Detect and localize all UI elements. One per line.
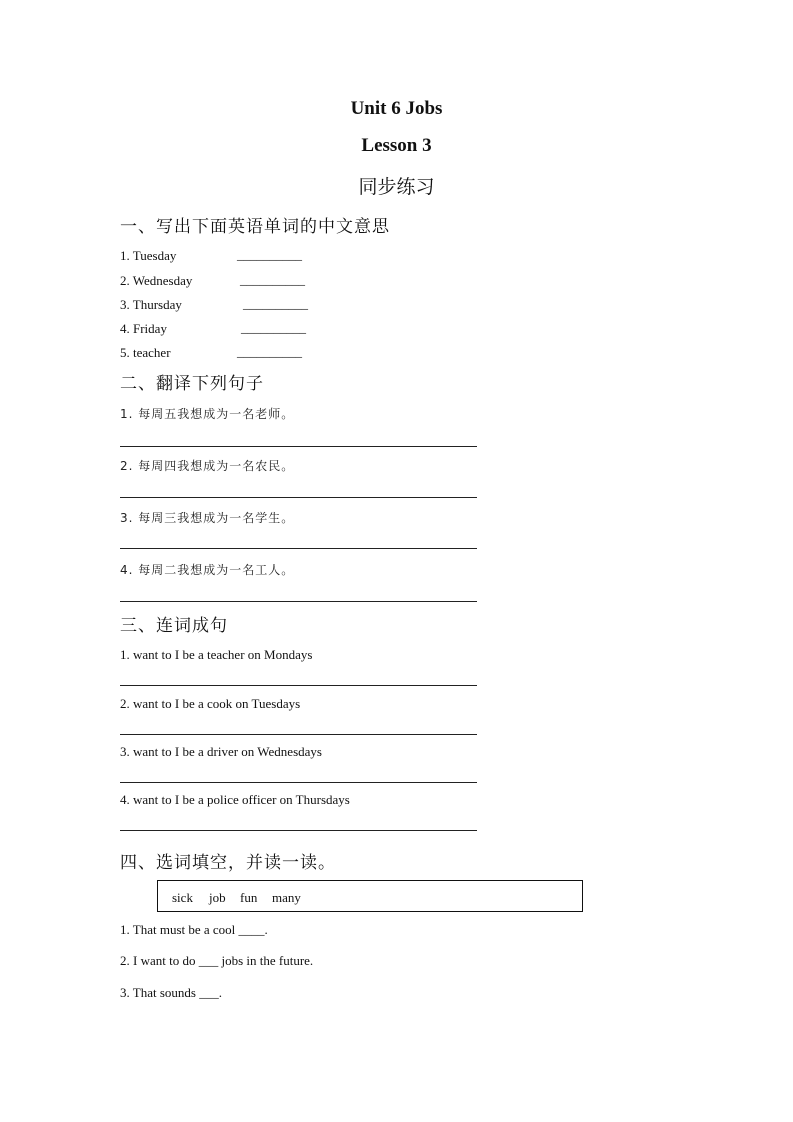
vocab-item-3: 3. Thursday — [120, 297, 182, 312]
reorder-item-3: 3. want to I be a driver on Wednesdays — [120, 744, 322, 759]
fill-item-3: 3. That sounds ___. — [120, 985, 222, 1000]
answer-line[interactable] — [120, 782, 477, 783]
page-title: Unit 6 Jobs — [350, 98, 443, 119]
vocab-item-2: 2. Wednesday — [120, 273, 193, 288]
page-subtitle: 同步练习 — [358, 176, 435, 198]
fill-item-1: 1. That must be a cool ____. — [120, 922, 268, 937]
vocab-blank-4[interactable]: __________ — [241, 320, 306, 335]
lesson-title: Lesson 3 — [361, 135, 432, 156]
vocab-blank-2[interactable]: __________ — [240, 272, 305, 287]
section-2-heading: 二、翻译下列句子 — [120, 374, 264, 394]
word-bank-item: fun — [240, 890, 258, 905]
word-bank-item: job — [209, 890, 226, 905]
vocab-item-5: 5. teacher — [120, 345, 171, 360]
section-1-heading: 一、写出下面英语单词的中文意思 — [120, 217, 390, 237]
translate-item-1: 1. 每周五我想成为一名老师。 — [120, 407, 295, 421]
answer-line[interactable] — [120, 685, 477, 686]
reorder-item-1: 1. want to I be a teacher on Mondays — [120, 647, 313, 662]
answer-line[interactable] — [120, 497, 477, 498]
answer-line[interactable] — [120, 830, 477, 831]
answer-line[interactable] — [120, 734, 477, 735]
translate-item-4: 4. 每周二我想成为一名工人。 — [120, 563, 295, 577]
answer-line[interactable] — [120, 601, 477, 602]
vocab-blank-3[interactable]: __________ — [243, 296, 308, 311]
reorder-item-4: 4. want to I be a police officer on Thursdays — [120, 792, 350, 807]
answer-line[interactable] — [120, 548, 477, 549]
vocab-blank-1[interactable]: __________ — [237, 247, 302, 262]
word-bank-item: sick — [172, 890, 193, 905]
answer-line[interactable] — [120, 446, 477, 447]
word-bank-item: many — [272, 890, 301, 905]
vocab-blank-5[interactable]: __________ — [237, 344, 302, 359]
fill-item-2: 2. I want to do ___ jobs in the future. — [120, 953, 314, 968]
vocab-item-1: 1. Tuesday — [120, 248, 177, 263]
section-3-heading: 三、连词成句 — [120, 616, 228, 636]
translate-item-2: 2. 每周四我想成为一名农民。 — [120, 459, 295, 473]
section-4-heading: 四、选词填空，并读一读。 — [120, 853, 336, 873]
translate-item-3: 3. 每周三我想成为一名学生。 — [120, 511, 295, 525]
word-bank-box — [157, 880, 583, 912]
vocab-item-4: 4. Friday — [120, 321, 167, 336]
reorder-item-2: 2. want to I be a cook on Tuesdays — [120, 696, 301, 711]
